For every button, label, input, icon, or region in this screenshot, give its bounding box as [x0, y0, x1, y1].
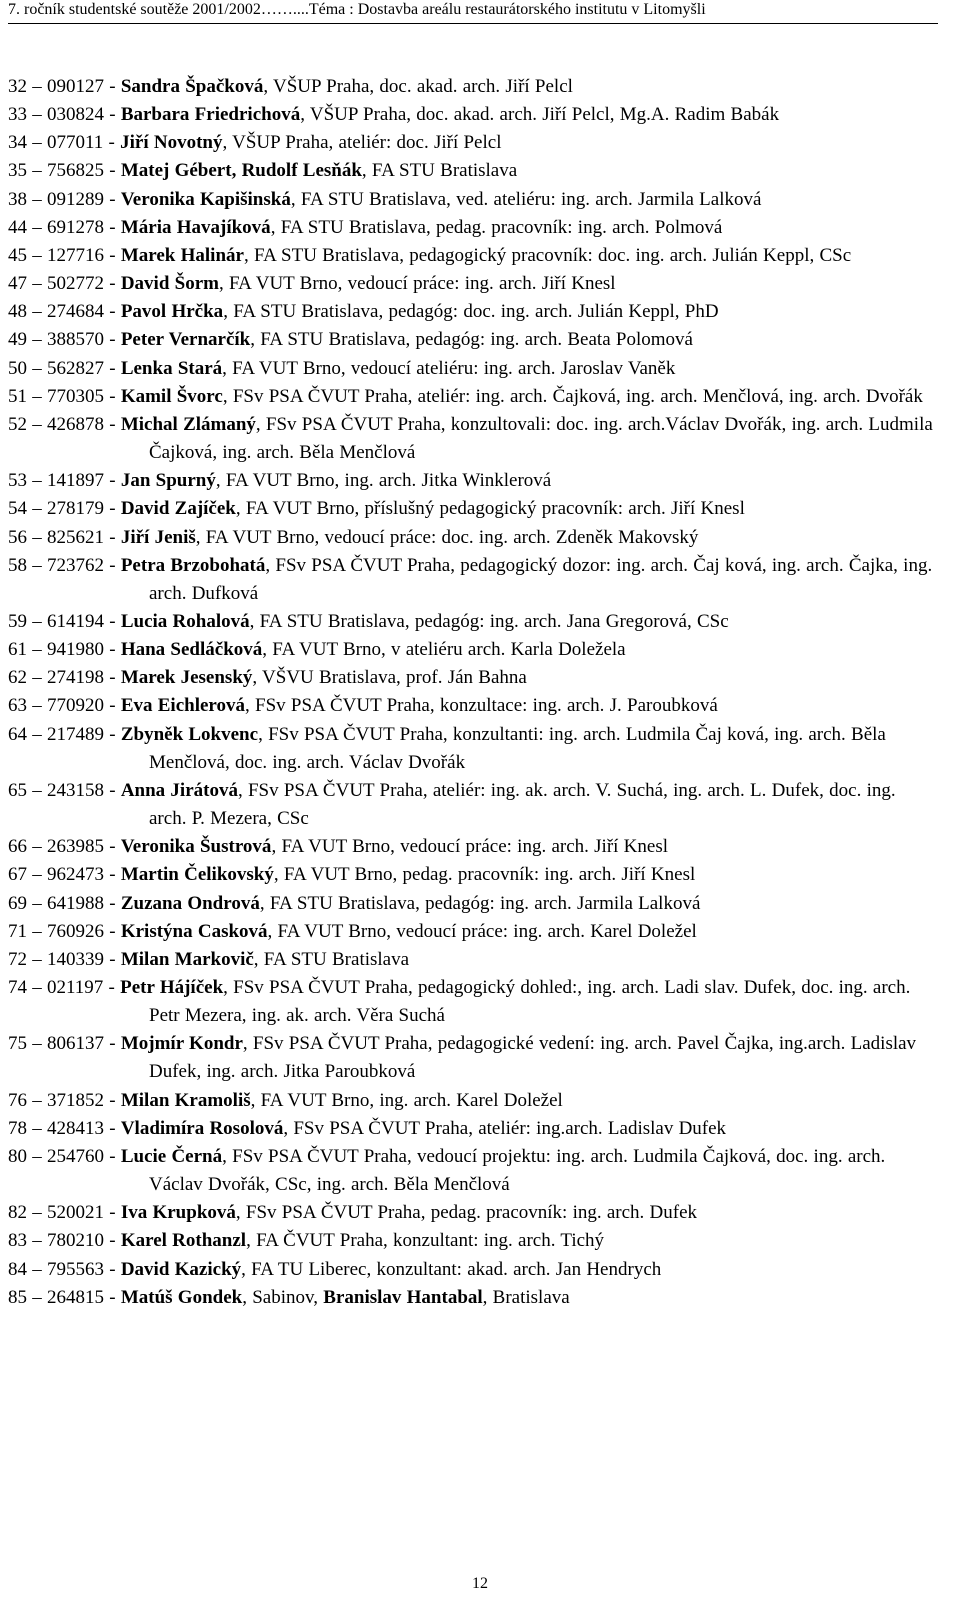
entry-detail: , FA VUT Brno, vedoucí ateliéru: ing. arch. Jaroslav Vaněk: [222, 357, 676, 379]
entry-code: 562827: [47, 357, 104, 379]
list-item: 80 – 254760 - Lucie Černá, FSv PSA ČVUT Praha, vedoucí projektu: ing. arch. Ludmila Čajková, doc. ing. arch. Václav Dvořák, CSc, ing. arch. Běla Menčlová: [8, 1145, 886, 1196]
entry-number: 72: [8, 948, 27, 970]
list-item: 45 – 127716 - Marek Halinár, FA STU Bratislava, pedagogický pracovník: doc. ing. arch. Julián Keppl, CSc: [8, 244, 852, 266]
entry-number: 67: [8, 864, 27, 886]
entry-code: 274198: [47, 667, 104, 689]
list-item: 56 – 825621 - Jiří Jeniš, FA VUT Brno, vedoucí práce: doc. ing. arch. Zdeněk Makovský: [8, 526, 699, 548]
entry-code: 428413: [47, 1117, 104, 1139]
entry-number: 84: [8, 1258, 27, 1280]
list-item: 52 – 426878 - Michal Zlámaný, FSv PSA ČVUT Praha, konzultovali: doc. ing. arch.Václav Dvořák, ing. arch. Ludmila Čajková, ing. arch. Běla Menčlová: [8, 413, 933, 464]
entry-code: 641988: [47, 892, 104, 914]
list-item: 65 – 243158 - Anna Jirátová, FSv PSA ČVUT Praha, ateliér: ing. ak. arch. V. Suchá, ing. arch. L. Dufek, doc. ing. arch. P. Mezera, CSc: [8, 779, 896, 830]
entry-author: Iva Krupková: [120, 1202, 236, 1224]
entry-number: 74: [8, 977, 27, 998]
list-item: 44 – 691278 - Mária Havajíková, FA STU Bratislava, pedag. pracovník: ing. arch. Polmová: [8, 216, 723, 238]
entry-author: Petr Hájíček: [120, 977, 224, 998]
entry-detail: , FSv PSA ČVUT Praha, konzultace: ing. arch. J. Paroubková: [245, 695, 718, 717]
list-item: 53 – 141897 - Jan Spurný, FA VUT Brno, ing. arch. Jitka Winklerová: [8, 470, 552, 492]
entry-author: Anna Jirátová: [120, 779, 238, 801]
entry-detail: , FA STU Bratislava, pedagóg: doc. ing. arch. Julián Keppl, PhD: [223, 301, 719, 323]
entry-code: 756825: [47, 160, 104, 182]
entry-author: Karel Rothanzl: [120, 1230, 247, 1252]
entry-detail: , FA VUT Brno, vedoucí práce: ing. arch. Jiří Knesl: [271, 836, 669, 858]
entry-author: Sandra Špačková: [120, 76, 264, 97]
entry-number: 76: [8, 1089, 27, 1111]
entry-code: 770305: [47, 385, 104, 407]
entry-detail: , VŠVU Bratislava, prof. Ján Bahna: [252, 667, 527, 689]
entry-author: Veronika Šustrová: [120, 836, 272, 858]
entry-detail: , FA VUT Brno, vedoucí práce: doc. ing. arch. Zdeněk Makovský: [195, 526, 699, 548]
entry-code: 770920: [47, 695, 104, 717]
page-header: 7. ročník studentské soutěže 2001/2002……....Téma : Dostavba areálu restaurátorského institutu v Litomyšli: [8, 1, 706, 18]
entry-number: 71: [8, 920, 27, 942]
entry-code: 614194: [47, 610, 104, 632]
entry-detail: , FA STU Bratislava, pedagóg: ing. arch. Beata Polomová: [250, 329, 693, 351]
entry-code: 520021: [47, 1202, 104, 1224]
entry-author: Mária Havajíková: [120, 216, 271, 238]
entry-number: 34: [8, 132, 27, 154]
entry-number: 83: [8, 1230, 27, 1252]
entry-detail: , FSv PSA ČVUT Praha, konzultanti: ing. arch. Ludmila Čaj ková, ing. arch. Běla Menčlová, doc. ing. arch. Václav Dvořák: [149, 723, 886, 773]
entry-detail: , FA VUT Brno, ing. arch. Karel Doležel: [250, 1089, 563, 1111]
entry-author: Matúš Gondek: [120, 1286, 243, 1308]
entry-code: 021197: [47, 977, 104, 998]
entry-number: 44: [8, 216, 27, 238]
list-item: 58 – 723762 - Petra Brzobohatá, FSv PSA ČVUT Praha, pedagogický dozor: ing. arch. Čaj ková, ing. arch. Čajka, ing. arch. Dufková: [8, 554, 933, 604]
entry-code: 806137: [47, 1033, 104, 1055]
list-item: 38 – 091289 - Veronika Kapišinská, FA STU Bratislava, ved. ateliéru: ing. arch. Jarmila Lalková: [8, 188, 762, 210]
entry-author: Kamil Švorc: [120, 385, 223, 407]
entry-author: Peter Vernarčík: [120, 329, 251, 351]
entry-code: 723762: [47, 554, 104, 576]
entry-number: 85: [8, 1286, 27, 1308]
list-item: 75 – 806137 - Mojmír Kondr, FSv PSA ČVUT Praha, pedagogické vedení: ing. arch. Pavel Čajka, ing.arch. Ladislav Dufek, ing. arch. Jitka Paroubková: [8, 1033, 917, 1083]
entry-code: 141897: [47, 470, 104, 492]
entry-author: Milan Markovič: [120, 948, 254, 970]
entry-author: Mojmír Kondr: [120, 1033, 243, 1055]
list-item: 85 – 264815 - Matúš Gondek, Sabinov, Branislav Hantabal, Bratislava: [8, 1286, 570, 1308]
entry-number: 51: [8, 385, 27, 407]
entry-code: 264815: [47, 1286, 104, 1308]
entry-detail: , FA STU Bratislava, pedag. pracovník: ing. arch. Polmová: [270, 216, 723, 238]
list-item: 74 – 021197 - Petr Hájíček, FSv PSA ČVUT Praha, pedagogický dohled:, ing. arch. Ladi slav. Dufek, doc. ing. arch. Petr Mezera, ing. ak. arch. Věra Suchá: [8, 977, 911, 1027]
entry-number: 58: [8, 554, 27, 576]
entry-number: 35: [8, 160, 27, 182]
entry-detail: , FA STU Bratislava, pedagogický pracovník: doc. ing. arch. Julián Keppl, CSc: [243, 244, 852, 266]
entry-detail: , FA VUT Brno, vedoucí práce: ing. arch. Jiří Knesl: [218, 273, 616, 295]
entry-number: 50: [8, 357, 27, 379]
entry-code: 090127: [47, 76, 104, 97]
entry-author: Barbara Friedrichová: [120, 104, 301, 126]
entry-author: Veronika Kapišinská: [120, 188, 291, 210]
entry-code: 077011: [47, 132, 104, 154]
entry-author: Vladimíra Rosolová: [120, 1117, 284, 1139]
entry-detail: , FA VUT Brno, vedoucí práce: ing. arch. Karel Doležel: [267, 920, 697, 942]
entry-author: Lenka Stará: [120, 357, 223, 379]
entry-author: Marek Jesenský: [120, 667, 253, 689]
list-item: 71 – 760926 - Kristýna Casková, FA VUT Brno, vedoucí práce: ing. arch. Karel Doležel: [8, 920, 697, 942]
entry-number: 59: [8, 610, 27, 632]
entry-detail: , FA TU Liberec, konzultant: akad. arch. Jan Hendrych: [241, 1258, 662, 1280]
entry-author: Jan Spurný: [120, 470, 216, 492]
list-item: 67 – 962473 - Martin Čelikovský, FA VUT Brno, pedag. pracovník: ing. arch. Jiří Knesl: [8, 864, 696, 886]
entry-number: 69: [8, 892, 27, 914]
entry-detail: , FSv PSA ČVUT Praha, ateliér: ing. arch. Čajková, ing. arch. Menčlová, ing. arch. Dvořák: [222, 385, 923, 407]
list-item: 32 – 090127 - Sandra Špačková, VŠUP Praha, doc. akad. arch. Jiří Pelcl: [8, 76, 573, 97]
entry-detail: , FA STU Bratislava, pedagóg: ing. arch. Jana Gregorová, CSc: [249, 610, 729, 632]
entry-number: 54: [8, 498, 27, 520]
page-number: 12: [472, 1575, 488, 1592]
entry-code: 371852: [47, 1089, 104, 1111]
entry-detail: , FSv PSA ČVUT Praha, pedagogický dozor: ing. arch. Čaj ková, ing. arch. Čajka, ing. arch. Dufková: [149, 554, 933, 604]
entry-detail: , FA VUT Brno, pedag. pracovník: ing. arch. Jiří Knesl: [273, 864, 696, 886]
entry-author: Milan Kramoliš: [120, 1089, 251, 1111]
entry-code: 962473: [47, 864, 104, 886]
entry-detail: , FSv PSA ČVUT Praha, vedoucí projektu: ing. arch. Ludmila Čajková, doc. ing. arch. Václav Dvořák, CSc, ing. arch. Běla Menčlová: [149, 1145, 886, 1196]
entry-author: David Zajíček: [120, 498, 236, 520]
entry-detail: , FA STU Bratislava, pedagóg: ing. arch. Jarmila Lalková: [259, 892, 701, 914]
entry-code: 274684: [47, 301, 104, 323]
entry-code: 278179: [47, 498, 104, 520]
entry-number: 78: [8, 1117, 27, 1139]
entry-code: 217489: [47, 723, 104, 745]
entry-code: 127716: [47, 244, 104, 266]
entry-code: 795563: [47, 1258, 104, 1280]
entry-number: 64: [8, 723, 27, 745]
list-item: 34 – 077011 - Jiří Novotný, VŠUP Praha, ateliér: doc. Jiří Pelcl: [8, 132, 502, 154]
entry-detail: , FSv PSA ČVUT Praha, konzultovali: doc. ing. arch.Václav Dvořák, ing. arch. Ludmila Čajková, ing. arch. Běla Menčlová: [149, 413, 933, 464]
entry-detail: , FSv PSA ČVUT Praha, ateliér: ing. ak. arch. V. Suchá, ing. arch. L. Dufek, doc. ing. arch. P. Mezera, CSc: [149, 779, 896, 830]
entry-code: 091289: [47, 188, 104, 210]
entry-code: 502772: [47, 273, 104, 295]
list-item: 54 – 278179 - David Zajíček, FA VUT Brno, příslušný pedagogický pracovník: arch. Jiří Knesl: [8, 498, 745, 520]
entry-number: 61: [8, 639, 27, 661]
entry-detail: , VŠUP Praha, doc. akad. arch. Jiří Pelcl, Mg.A. Radim Babák: [300, 104, 780, 126]
entry-code: 263985: [47, 836, 104, 858]
list-item: 64 – 217489 - Zbyněk Lokvenc, FSv PSA ČVUT Praha, konzultanti: ing. arch. Ludmila Čaj ková, ing. arch. Běla Menčlová, doc. ing. arch. Václav Dvořák: [8, 723, 886, 773]
entry-number: 65: [8, 779, 27, 801]
entry-author: Eva Eichlerová: [120, 695, 246, 717]
entry-author: Zbyněk Lokvenc: [120, 723, 259, 745]
entry-author: Lucie Černá: [120, 1145, 223, 1167]
entry-author: Jiří Jeniš: [120, 526, 196, 548]
list-item: 63 – 770920 - Eva Eichlerová, FSv PSA ČVUT Praha, konzultace: ing. arch. J. Paroubková: [8, 695, 718, 717]
entry-number: 80: [8, 1145, 27, 1167]
entry-code: 760926: [47, 920, 104, 942]
entry-number: 75: [8, 1033, 27, 1055]
list-item: 61 – 941980 - Hana Sedláčková, FA VUT Brno, v ateliéru arch. Karla Doležela: [8, 639, 626, 661]
entry-number: 82: [8, 1202, 27, 1224]
entry-detail: , FSv PSA ČVUT Praha, pedagogický dohled:, ing. arch. Ladi slav. Dufek, doc. ing. arch. Petr Mezera, ing. ak. arch. Věra Suchá: [149, 977, 911, 1027]
entry-number: 33: [8, 104, 27, 126]
entry-detail: , FSv PSA ČVUT Praha, pedagogické vedení: ing. arch. Pavel Čajka, ing.arch. Ladislav Dufek, ing. arch. Jitka Paroubková: [149, 1033, 917, 1083]
entry-detail: , FA STU Bratislava, ved. ateliéru: ing. arch. Jarmila Lalková: [290, 188, 762, 210]
entry-code: 426878: [47, 413, 104, 435]
entry-author: Matej Gébert, Rudolf Lesňák: [120, 160, 362, 182]
entry-author: Petra Brzobohatá: [120, 554, 266, 576]
list-item: 51 – 770305 - Kamil Švorc, FSv PSA ČVUT Praha, ateliér: ing. arch. Čajková, ing. arch. Menčlová, ing. arch. Dvořák: [8, 385, 923, 407]
entry-author: Jiří Novotný: [120, 132, 223, 154]
entry-number: 66: [8, 836, 27, 858]
entry-number: 52: [8, 413, 27, 435]
entry-detail: , VŠUP Praha, ateliér: doc. Jiří Pelcl: [222, 132, 502, 154]
entry-detail: , FA STU Bratislava: [361, 160, 518, 182]
list-item: 78 – 428413 - Vladimíra Rosolová, FSv PSA ČVUT Praha, ateliér: ing.arch. Ladislav Dufek: [8, 1117, 727, 1139]
entry-code: 691278: [47, 216, 104, 238]
entry-list: [8, 73, 938, 1312]
list-item: 69 – 641988 - Zuzana Ondrová, FA STU Bratislava, pedagóg: ing. arch. Jarmila Lalková: [8, 892, 701, 914]
list-item: 83 – 780210 - Karel Rothanzl, FA ČVUT Praha, konzultant: ing. arch. Tichý: [8, 1230, 605, 1252]
list-item: 50 – 562827 - Lenka Stará, FA VUT Brno, vedoucí ateliéru: ing. arch. Jaroslav Vaněk: [8, 357, 676, 379]
entry-number: 45: [8, 244, 27, 266]
list-item: 76 – 371852 - Milan Kramoliš, FA VUT Brno, ing. arch. Karel Doležel: [8, 1089, 563, 1111]
entry-author: Kristýna Casková: [120, 920, 268, 942]
entry-number: 63: [8, 695, 27, 717]
list-item: 35 – 756825 - Matej Gébert, Rudolf Lesňák, FA STU Bratislava: [8, 160, 518, 182]
entry-number: 48: [8, 301, 27, 323]
list-item: 82 – 520021 - Iva Krupková, FSv PSA ČVUT Praha, pedag. pracovník: ing. arch. Dufek: [8, 1202, 698, 1224]
list-item: 62 – 274198 - Marek Jesenský, VŠVU Bratislava, prof. Ján Bahna: [8, 667, 527, 689]
entry-code: 243158: [47, 779, 104, 801]
list-item: 72 – 140339 - Milan Markovič, FA STU Bratislava: [8, 948, 410, 970]
list-item: 66 – 263985 - Veronika Šustrová, FA VUT Brno, vedoucí práce: ing. arch. Jiří Knesl: [8, 836, 669, 858]
header-rule: [8, 23, 938, 24]
entry-number: 38: [8, 188, 27, 210]
entry-author: David Šorm: [120, 273, 219, 295]
entry-number: 49: [8, 329, 27, 351]
entry-code: 941980: [47, 639, 104, 661]
entry-detail: , FSv PSA ČVUT Praha, pedag. pracovník: ing. arch. Dufek: [235, 1202, 698, 1224]
entry-author: Lucia Rohalová: [120, 610, 250, 632]
entry-detail: , FA ČVUT Praha, konzultant: ing. arch. Tichý: [246, 1230, 605, 1252]
list-item: 33 – 030824 - Barbara Friedrichová, VŠUP Praha, doc. akad. arch. Jiří Pelcl, Mg.A. Radim Babák: [8, 104, 780, 126]
entry-author: Michal Zlámaný: [120, 413, 256, 435]
entry-code: 140339: [47, 948, 104, 970]
list-item: 47 – 502772 - David Šorm, FA VUT Brno, vedoucí práce: ing. arch. Jiří Knesl: [8, 273, 616, 295]
entry-code: 780210: [47, 1230, 104, 1252]
list-item: 59 – 614194 - Lucia Rohalová, FA STU Bratislava, pedagóg: ing. arch. Jana Gregorová, CSc: [8, 610, 729, 632]
list-item: 49 – 388570 - Peter Vernarčík, FA STU Bratislava, pedagóg: ing. arch. Beata Polomová: [8, 329, 693, 351]
entry-detail: , FA VUT Brno, ing. arch. Jitka Winklerová: [215, 470, 552, 492]
entry-number: 32: [8, 76, 27, 97]
entry-number: 53: [8, 470, 27, 492]
entry-author: Martin Čelikovský: [120, 864, 274, 886]
entry-detail: , VŠUP Praha, doc. akad. arch. Jiří Pelcl: [263, 76, 573, 97]
entry-number: 56: [8, 526, 27, 548]
entry-detail: , FA VUT Brno, příslušný pedagogický pracovník: arch. Jiří Knesl: [235, 498, 745, 520]
list-item: 84 – 795563 - David Kazický, FA TU Liberec, konzultant: akad. arch. Jan Hendrych: [8, 1258, 662, 1280]
entry-detail: , Bratislava: [482, 1286, 570, 1308]
entry-author: David Kazický: [120, 1258, 242, 1280]
entry-code: 388570: [47, 329, 104, 351]
entry-code: 030824: [47, 104, 104, 126]
entry-code: 254760: [47, 1145, 104, 1167]
entry-author: Zuzana Ondrová: [120, 892, 260, 914]
entry-author: Branislav Hantabal: [323, 1286, 483, 1308]
entry-detail: , FA VUT Brno, v ateliéru arch. Karla Doležela: [262, 639, 626, 661]
entry-detail: , FSv PSA ČVUT Praha, ateliér: ing.arch. Ladislav Dufek: [283, 1117, 727, 1139]
entry-author: Pavol Hrčka: [120, 301, 224, 323]
list-item: 48 – 274684 - Pavol Hrčka, FA STU Bratislava, pedagóg: doc. ing. arch. Julián Keppl, PhD: [8, 301, 719, 323]
entry-number: 62: [8, 667, 27, 689]
entry-detail: , FA STU Bratislava: [253, 948, 410, 970]
entry-code: 825621: [47, 526, 104, 548]
entry-number: 47: [8, 273, 27, 295]
entry-author: Marek Halinár: [120, 244, 244, 266]
entry-detail: , Sabinov,: [242, 1286, 324, 1308]
entry-author: Hana Sedláčková: [120, 639, 263, 661]
